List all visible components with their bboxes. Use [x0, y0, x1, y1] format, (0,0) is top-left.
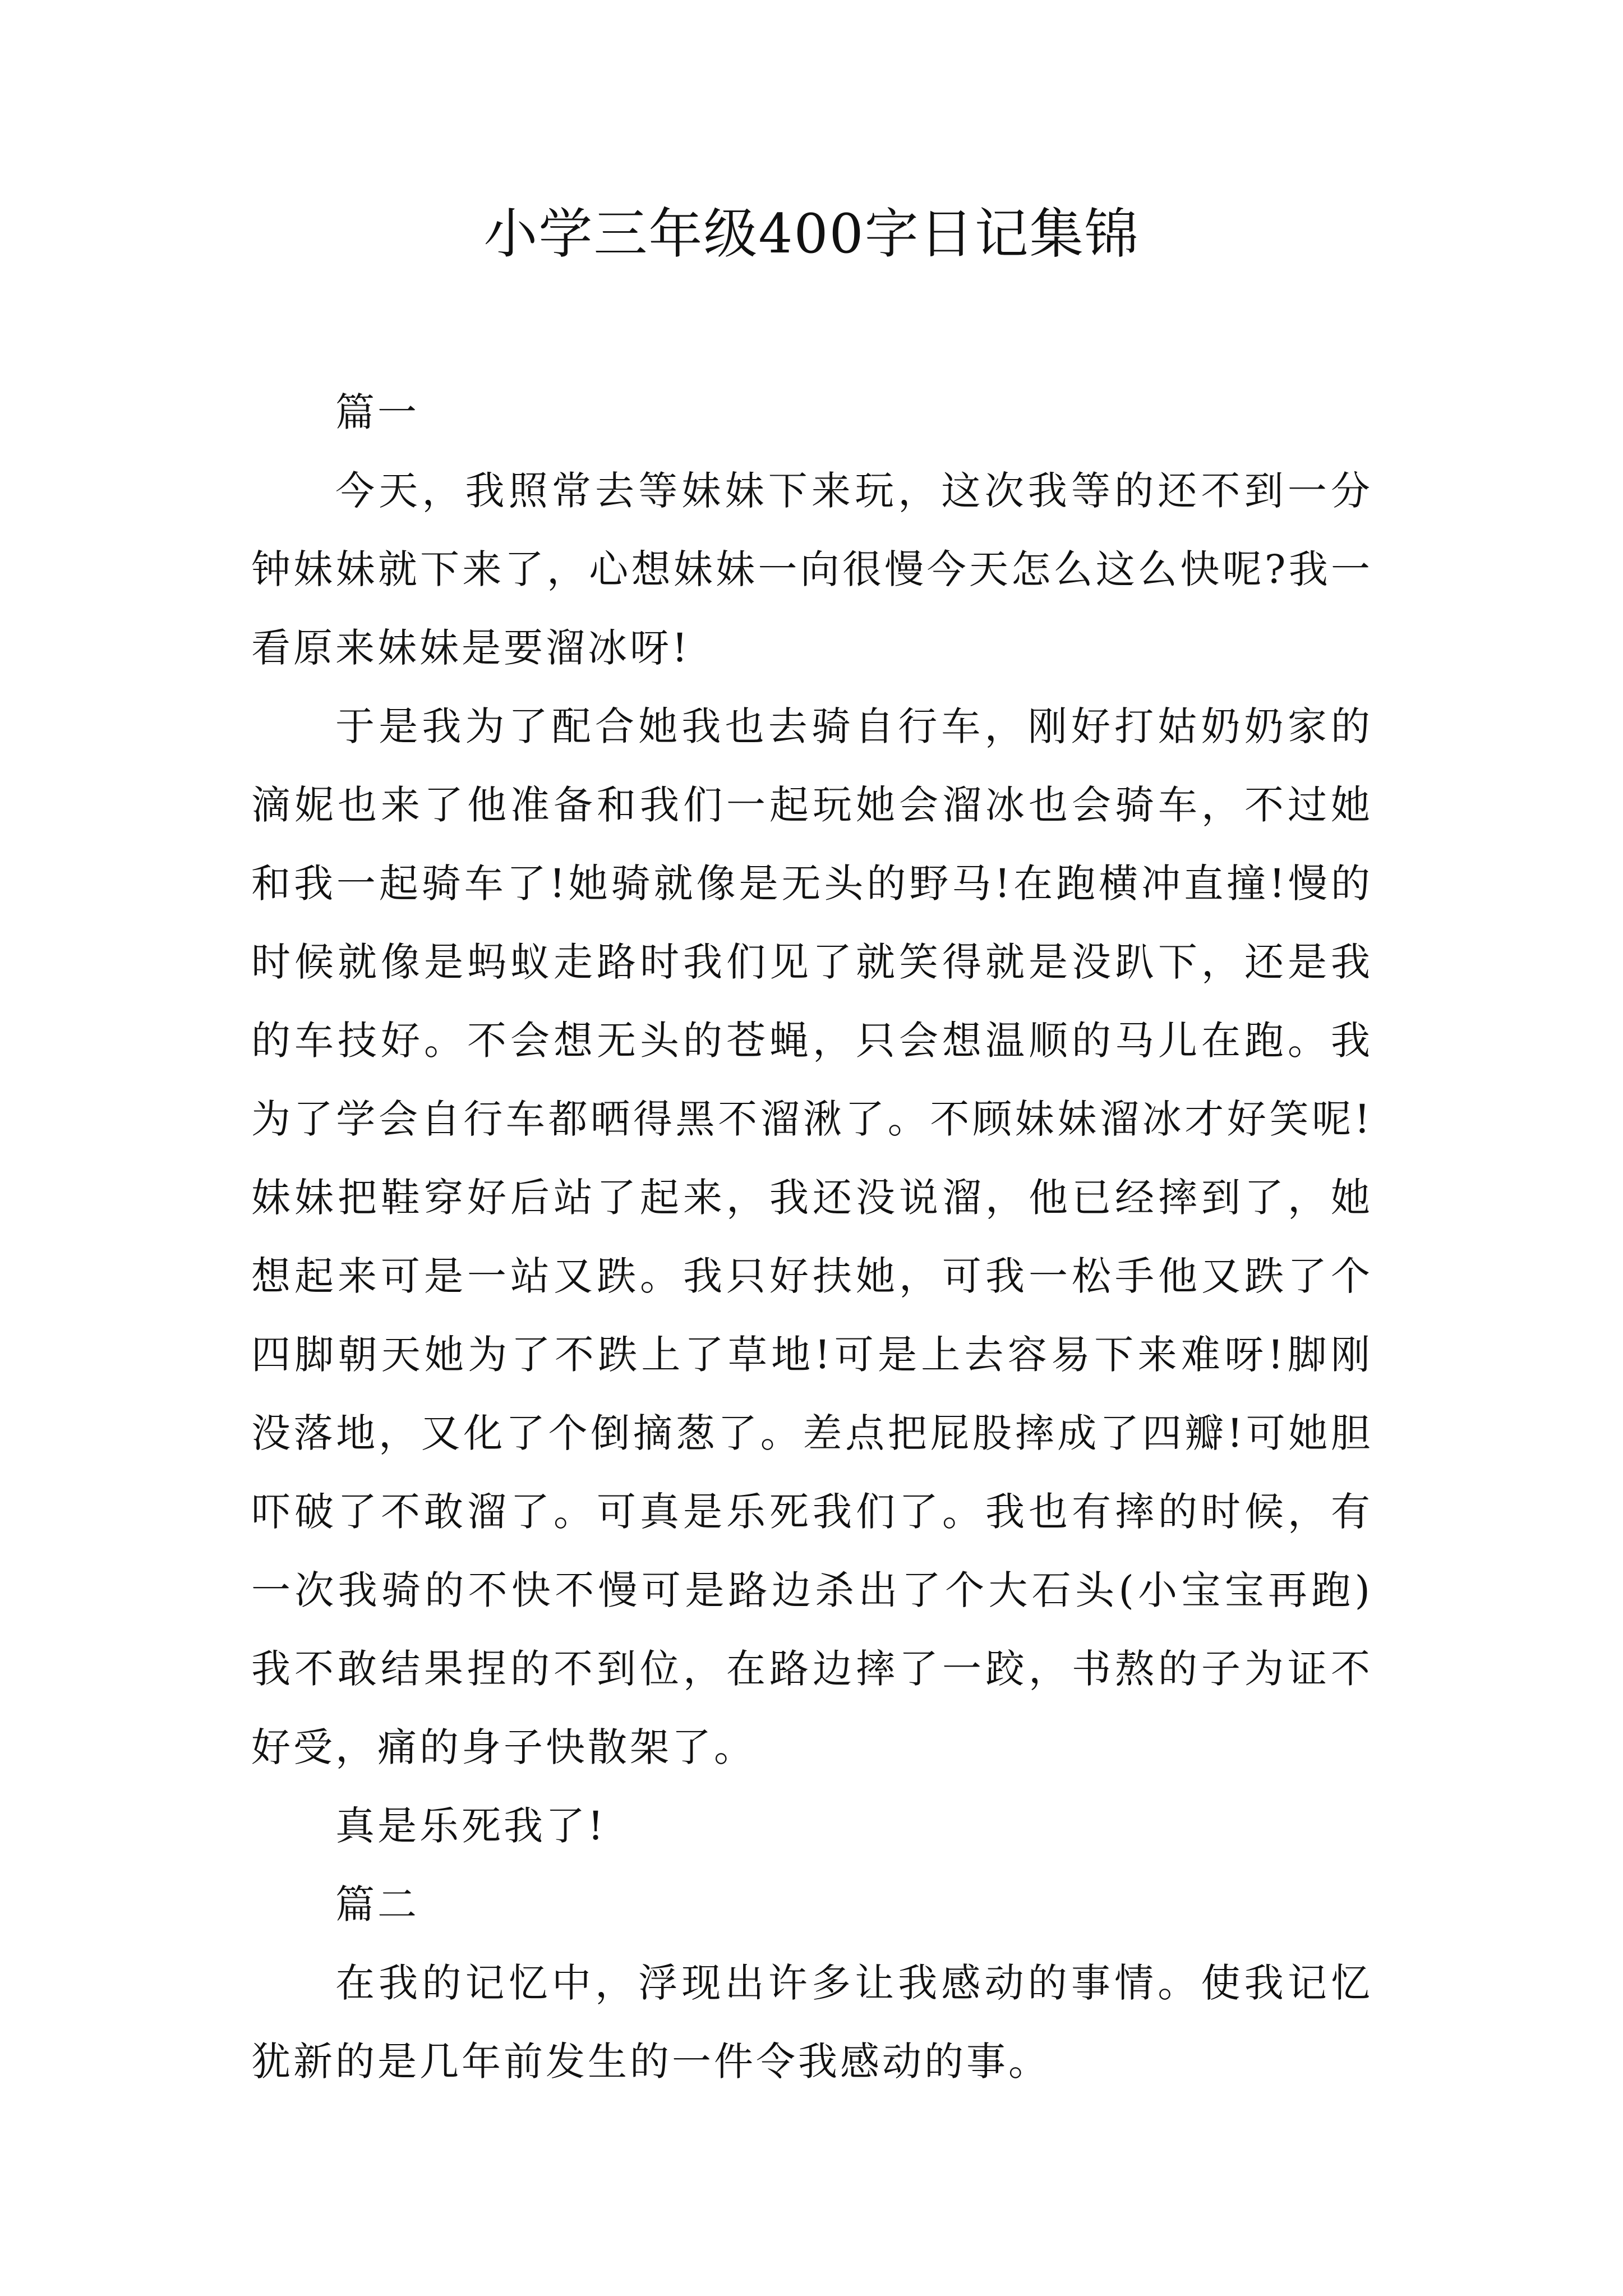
- paragraph: 于是我为了配合她我也去骑自行车，刚好打姑奶奶家的滴妮也来了他准备和我们一起玩她会溜冰也会骑车，不过她和我一起骑车了!她骑就像是无头的野马!在跑横冲直撞!慢的时候就像是蚂蚁走路时我们见了就笑得就是没趴下，还是我的车技好。不会想无头的苍蝇，只会想温顺的马儿在跑。我为了学会自行车都晒得黑不溜湫了。不顾妹妹溜冰才好笑呢!妹妹把鞋穿好后站了起来，我还没说溜，他已经摔到了，她想起来可是一站又跌。我只好扶她，可我一松手他又跌了个四脚朝天她为了不跌上了草地!可是上去容易下来难呀!脚刚没落地，又化了个倒摘葱了。差点把屁股摔成了四瓣!可她胆吓破了不敢溜了。可真是乐死我们了。我也有摔的时候，有一次我骑的不快不慢可是路边杀出了个大石头(小宝宝再跑)我不敢结果捏的不到位，在路边摔了一跤，书熬的子为证不好受，痛的身子快散架了。: [251, 703, 1373, 1770]
- paragraph: 在我的记忆中，浮现出许多让我感动的事情。使我记忆犹新的是几年前发生的一件令我感动的事。: [251, 1960, 1373, 2085]
- section-heading: 篇二: [335, 1881, 419, 1927]
- document-title: 小学三年级400字日记集锦: [483, 203, 1140, 265]
- section-heading: 篇一: [335, 389, 419, 435]
- paragraph: 今天，我照常去等妹妹下来玩，这次我等的还不到一分钟妹妹就下来了，心想妹妹一向很慢今天怎么这么快呢?我一看原来妹妹是要溜冰呀!: [251, 468, 1373, 671]
- document-body: [251, 373, 1373, 2101]
- paragraph: 真是乐死我了!: [335, 1803, 607, 1849]
